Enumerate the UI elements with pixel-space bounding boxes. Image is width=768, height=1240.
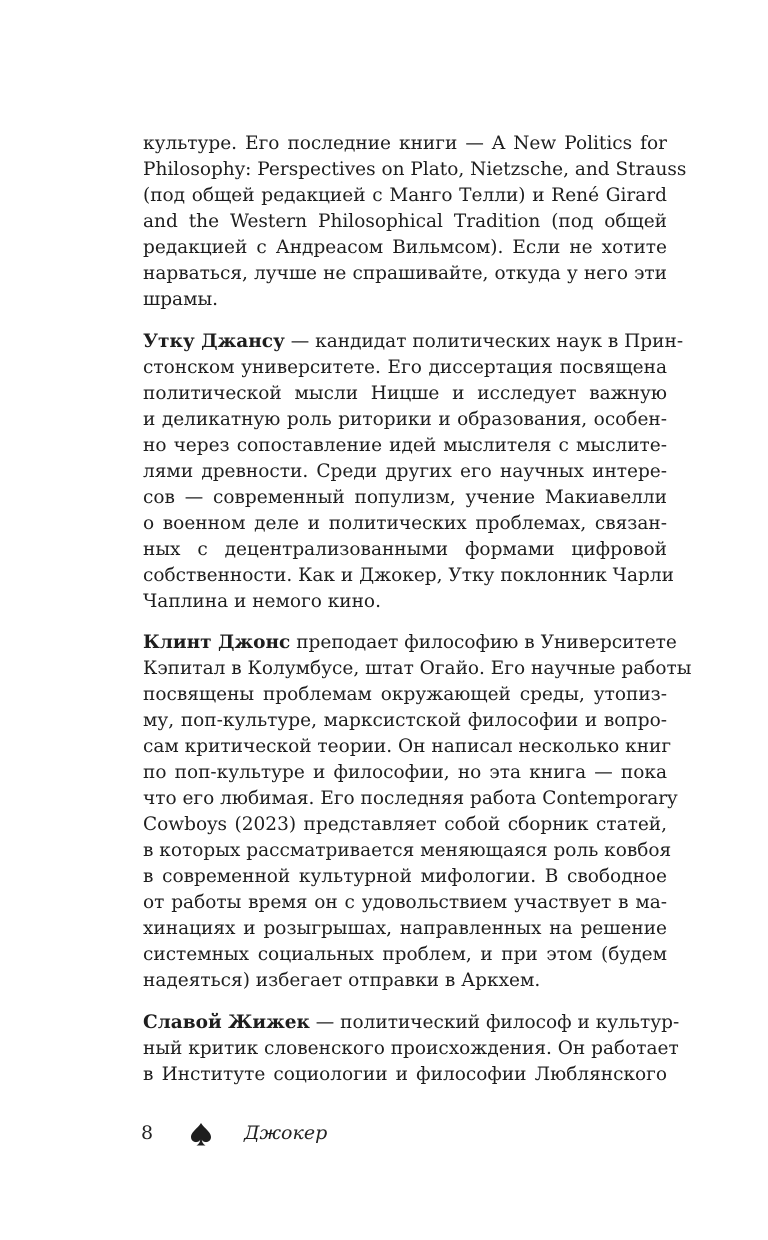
text-line: в которых рассматривается меняющаяся роль ковбоя [143, 840, 672, 861]
text-span: — кандидат политических наук в Прин- [284, 331, 684, 352]
text-line: в современной культурной мифологии. В свободное [143, 866, 667, 887]
text-line: Кэпитал в Колумбусе, штат Огайо. Его научные работы [143, 658, 692, 679]
text-line [143, 630, 677, 656]
text-line: Чаплина и немого кино. [143, 591, 381, 612]
text-line: о военном деле и политических проблемах, связан- [143, 513, 667, 534]
text-line: посвящены проблемам окружающей среды, утопиз- [143, 684, 667, 705]
page-number: 8 [141, 1122, 154, 1144]
text-line: and the Western Philosophical Tradition (под общей [143, 211, 667, 232]
author-name: Утку Джансу [143, 331, 285, 352]
text-line: культуре. Его последние книги — A New Politics for [143, 133, 667, 154]
text-line: сов — современный популизм, учение Макиавелли [143, 487, 667, 508]
text-line: от работы время он с удовольствием участвует в ма- [143, 892, 667, 913]
author-name: Славой Жижек [143, 1012, 310, 1033]
text-line: Philosophy: Perspectives on Plato, Nietzsche, and Strauss [143, 159, 687, 180]
text-line: системных социальных проблем, и при этом (будем [143, 944, 667, 965]
text-line: ный критик словенского происхождения. Он работает [143, 1038, 679, 1059]
text-span: — политический философ и культур- [309, 1012, 680, 1033]
text-line [143, 329, 684, 355]
text-line: надеяться) избегает отправки в Аркхем. [143, 970, 541, 991]
text-line: стонском университете. Его диссертация посвящена [143, 357, 667, 378]
text-line: собственности. Как и Джокер, Утку поклонник Чарли [143, 565, 674, 586]
text-line: но через сопоставление идей мыслителя с мыслите- [143, 435, 667, 456]
text-line [143, 1010, 680, 1036]
author-name: Клинт Джонс [143, 632, 291, 653]
running-title: Джокер [244, 1122, 328, 1144]
text-line: политической мысли Ницше и исследует важную [143, 383, 667, 404]
text-line: му, поп-культуре, марксистской философии и вопро- [143, 710, 667, 731]
text-line: шрамы. [143, 289, 219, 310]
text-line: (под общей редакцией с Манго Телли) и René Girard [143, 185, 667, 206]
text-line: в Институте социологии и философии Люблянского [143, 1064, 667, 1085]
text-line: Cowboys (2023) представляет собой сборник статей, [143, 814, 667, 835]
text-line: по поп-культуре и философии, но эта книга — пока [143, 762, 667, 783]
text-line: и деликатную роль риторики и образования, особен- [143, 409, 667, 430]
text-line: хинациях и розыгрышах, направленных на решение [143, 918, 667, 939]
text-line: редакцией с Андреасом Вильмсом). Если не хотите [143, 237, 667, 258]
text-line: сам критической теории. Он написал несколько книг [143, 736, 672, 757]
text-line: лями древности. Среди других его научных интере- [143, 461, 667, 482]
text-span: преподает философию в Университете [290, 632, 677, 653]
text-line: ных с децентрализованными формами цифровой [143, 539, 667, 560]
page-footer [0, 1119, 768, 1149]
spade-icon [188, 1121, 214, 1147]
text-line: нарваться, лучше не спрашивайте, откуда у него эти [143, 263, 667, 284]
text-line: что его любимая. Его последняя работа Contemporary [143, 788, 678, 809]
